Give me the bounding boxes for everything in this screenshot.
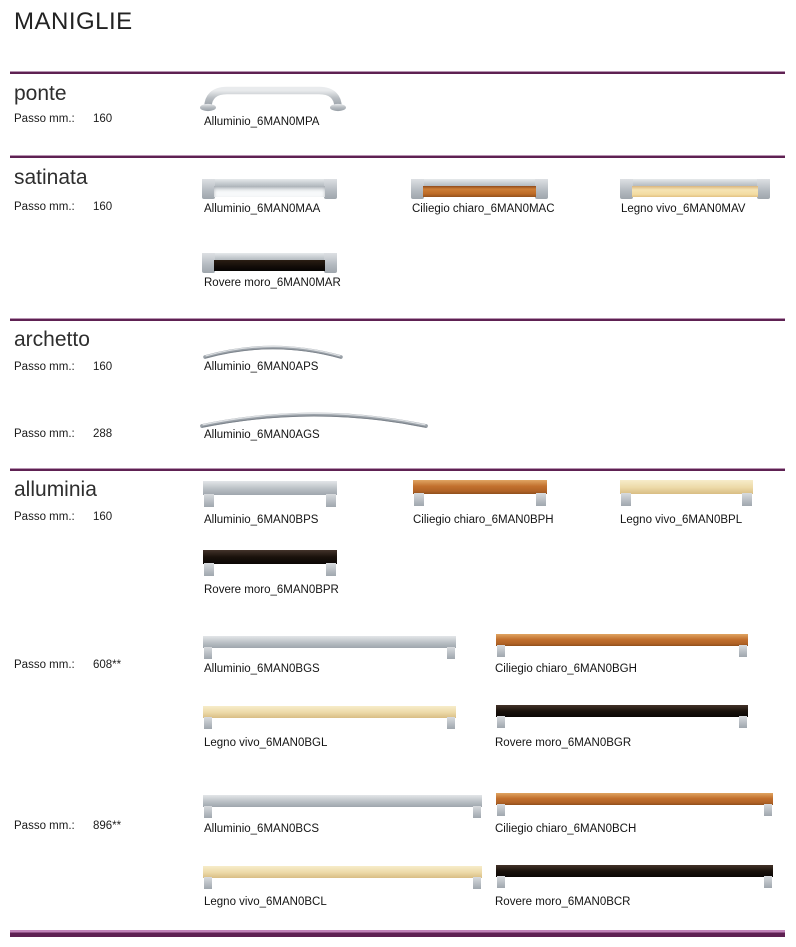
passo-label: Passo mm.: <box>14 361 75 373</box>
product-label-6MAN0BPR: Rovere moro_6MAN0BPR <box>204 584 339 596</box>
separator-line-bottom <box>10 930 785 937</box>
handle-insert <box>423 186 536 197</box>
product-label-6MAN0AGS: Alluminio_6MAN0AGS <box>204 429 320 441</box>
passo-value: 160 <box>93 201 113 213</box>
handle-leg <box>739 716 747 728</box>
product-label-6MAN0MAV: Legno vivo_6MAN0MAV <box>621 203 746 215</box>
handle-bar <box>413 480 547 494</box>
passo-row <box>14 113 112 125</box>
handle-bar <box>203 795 482 807</box>
passo-label: Passo mm.: <box>14 428 75 440</box>
passo-label: Passo mm.: <box>14 659 75 671</box>
handle-leg <box>204 647 212 659</box>
ponte-handle-drawing <box>200 86 346 112</box>
handle-image-alluminia-896-alluminio <box>203 795 482 819</box>
handle-leg <box>742 493 752 506</box>
passo-row <box>14 361 112 373</box>
handle-leg <box>204 806 212 818</box>
passo-row <box>14 659 121 671</box>
product-label-6MAN0BGH: Ciliegio chiaro_6MAN0BGH <box>495 663 637 675</box>
handle-image-alluminia-608-legno-vivo <box>203 706 456 730</box>
handle-image-alluminia-608-alluminio <box>203 636 456 660</box>
handle-image-alluminia-160-alluminio <box>203 481 337 508</box>
passo-label: Passo mm.: <box>14 511 75 523</box>
handle-bar <box>496 705 748 717</box>
passo-row <box>14 820 121 832</box>
handle-leg <box>326 494 336 507</box>
handle-image-satinata-alluminio <box>202 179 337 199</box>
arc-handle-drawing <box>199 402 429 429</box>
handle-leg <box>473 877 481 889</box>
handle-bar <box>620 480 753 494</box>
handle-image-archetto-288 <box>199 402 429 429</box>
passo-row <box>14 201 112 213</box>
handle-leg <box>326 563 336 576</box>
handle-leg <box>497 716 505 728</box>
handle-leg <box>497 804 505 816</box>
arc-handle-drawing <box>202 338 344 360</box>
handle-post <box>535 179 548 199</box>
handle-leg <box>536 493 546 506</box>
section-title-archetto: archetto <box>14 328 90 351</box>
passo-label: Passo mm.: <box>14 820 75 832</box>
handle-bar <box>203 866 482 878</box>
passo-row <box>14 428 112 440</box>
product-label-6MAN0BGS: Alluminio_6MAN0BGS <box>204 663 320 675</box>
handle-leg <box>204 494 214 507</box>
handle-leg <box>739 645 747 657</box>
product-label-6MAN0MAR: Rovere moro_6MAN0MAR <box>204 277 341 289</box>
separator-line <box>10 468 785 471</box>
handle-insert <box>214 260 325 271</box>
product-label-6MAN0MAA: Alluminio_6MAN0MAA <box>204 203 321 215</box>
product-label-6MAN0MAC: Ciliegio chiaro_6MAN0MAC <box>412 203 555 215</box>
handle-image-satinata-rovere-moro <box>202 253 337 273</box>
handle-insert <box>214 186 325 197</box>
handle-bar <box>496 634 748 646</box>
product-label-6MAN0BGR: Rovere moro_6MAN0BGR <box>495 737 632 749</box>
section-title-satinata: satinata <box>14 166 88 189</box>
passo-value: 160 <box>93 511 113 523</box>
handle-image-satinata-legno-vivo <box>620 179 770 199</box>
handle-image-ponte-alluminio <box>200 86 346 112</box>
handle-leg <box>204 717 212 729</box>
product-label-6MAN0BGL: Legno vivo_6MAN0BGL <box>204 737 328 749</box>
handle-image-satinata-ciliegio <box>411 179 548 199</box>
section-title-ponte: ponte <box>14 82 67 105</box>
handle-bar <box>203 481 337 495</box>
product-label-6MAN0BPH: Ciliegio chiaro_6MAN0BPH <box>413 514 554 526</box>
handle-image-alluminia-896-legno-vivo <box>203 866 482 890</box>
handle-bar <box>203 706 456 718</box>
passo-value: 160 <box>93 361 113 373</box>
product-label-6MAN0BPL: Legno vivo_6MAN0BPL <box>620 514 743 526</box>
handle-leg <box>204 563 214 576</box>
product-label-6MAN0BCH: Ciliegio chiaro_6MAN0BCH <box>495 823 637 835</box>
handle-leg <box>497 876 505 888</box>
handle-leg <box>764 876 772 888</box>
passo-label: Passo mm.: <box>14 201 75 213</box>
handle-leg <box>414 493 424 506</box>
section-title-alluminia: alluminia <box>14 478 97 501</box>
handle-leg <box>497 645 505 657</box>
passo-row <box>14 511 112 523</box>
handle-leg <box>204 877 212 889</box>
product-label-6MAN0BCS: Alluminio_6MAN0BCS <box>204 823 320 835</box>
handle-bar <box>496 865 773 877</box>
handle-post <box>757 179 770 199</box>
product-label-6MAN0APS: Alluminio_6MAN0APS <box>204 361 319 373</box>
passo-value: 160 <box>93 113 113 125</box>
handle-image-alluminia-160-legno-vivo <box>620 480 753 507</box>
handle-leg <box>621 493 631 506</box>
handle-image-archetto-160 <box>202 338 344 360</box>
handle-leg <box>764 804 772 816</box>
handle-image-alluminia-896-ciliegio <box>496 793 773 817</box>
handle-image-alluminia-160-rovere-moro <box>203 550 337 577</box>
passo-value: 288 <box>93 428 113 440</box>
handle-leg <box>447 647 455 659</box>
handle-insert <box>632 186 758 197</box>
handle-post <box>324 179 337 199</box>
handle-bar <box>496 793 773 805</box>
product-label-6MAN0BPS: Alluminio_6MAN0BPS <box>204 514 319 526</box>
handle-bar <box>203 636 456 648</box>
separator-line <box>10 155 785 158</box>
handle-image-alluminia-160-ciliegio <box>413 480 547 507</box>
handle-leg <box>473 806 481 818</box>
handle-bar <box>203 550 337 564</box>
product-label-6MAN0BCR: Rovere moro_6MAN0BCR <box>495 896 631 908</box>
separator-line <box>10 318 785 321</box>
product-label-6MAN0BCL: Legno vivo_6MAN0BCL <box>204 896 327 908</box>
handle-image-alluminia-608-rovere-moro <box>496 705 748 729</box>
handle-leg <box>447 717 455 729</box>
passo-value: 896** <box>93 820 122 832</box>
page-title: MANIGLIE <box>14 8 133 35</box>
passo-label: Passo mm.: <box>14 113 75 125</box>
product-label-6MAN0MPA: Alluminio_6MAN0MPA <box>204 116 320 128</box>
handle-post <box>324 253 337 273</box>
passo-value: 608** <box>93 659 122 671</box>
handle-image-alluminia-608-ciliegio <box>496 634 748 658</box>
separator-line <box>10 71 785 74</box>
handle-image-alluminia-896-rovere-moro <box>496 865 773 889</box>
